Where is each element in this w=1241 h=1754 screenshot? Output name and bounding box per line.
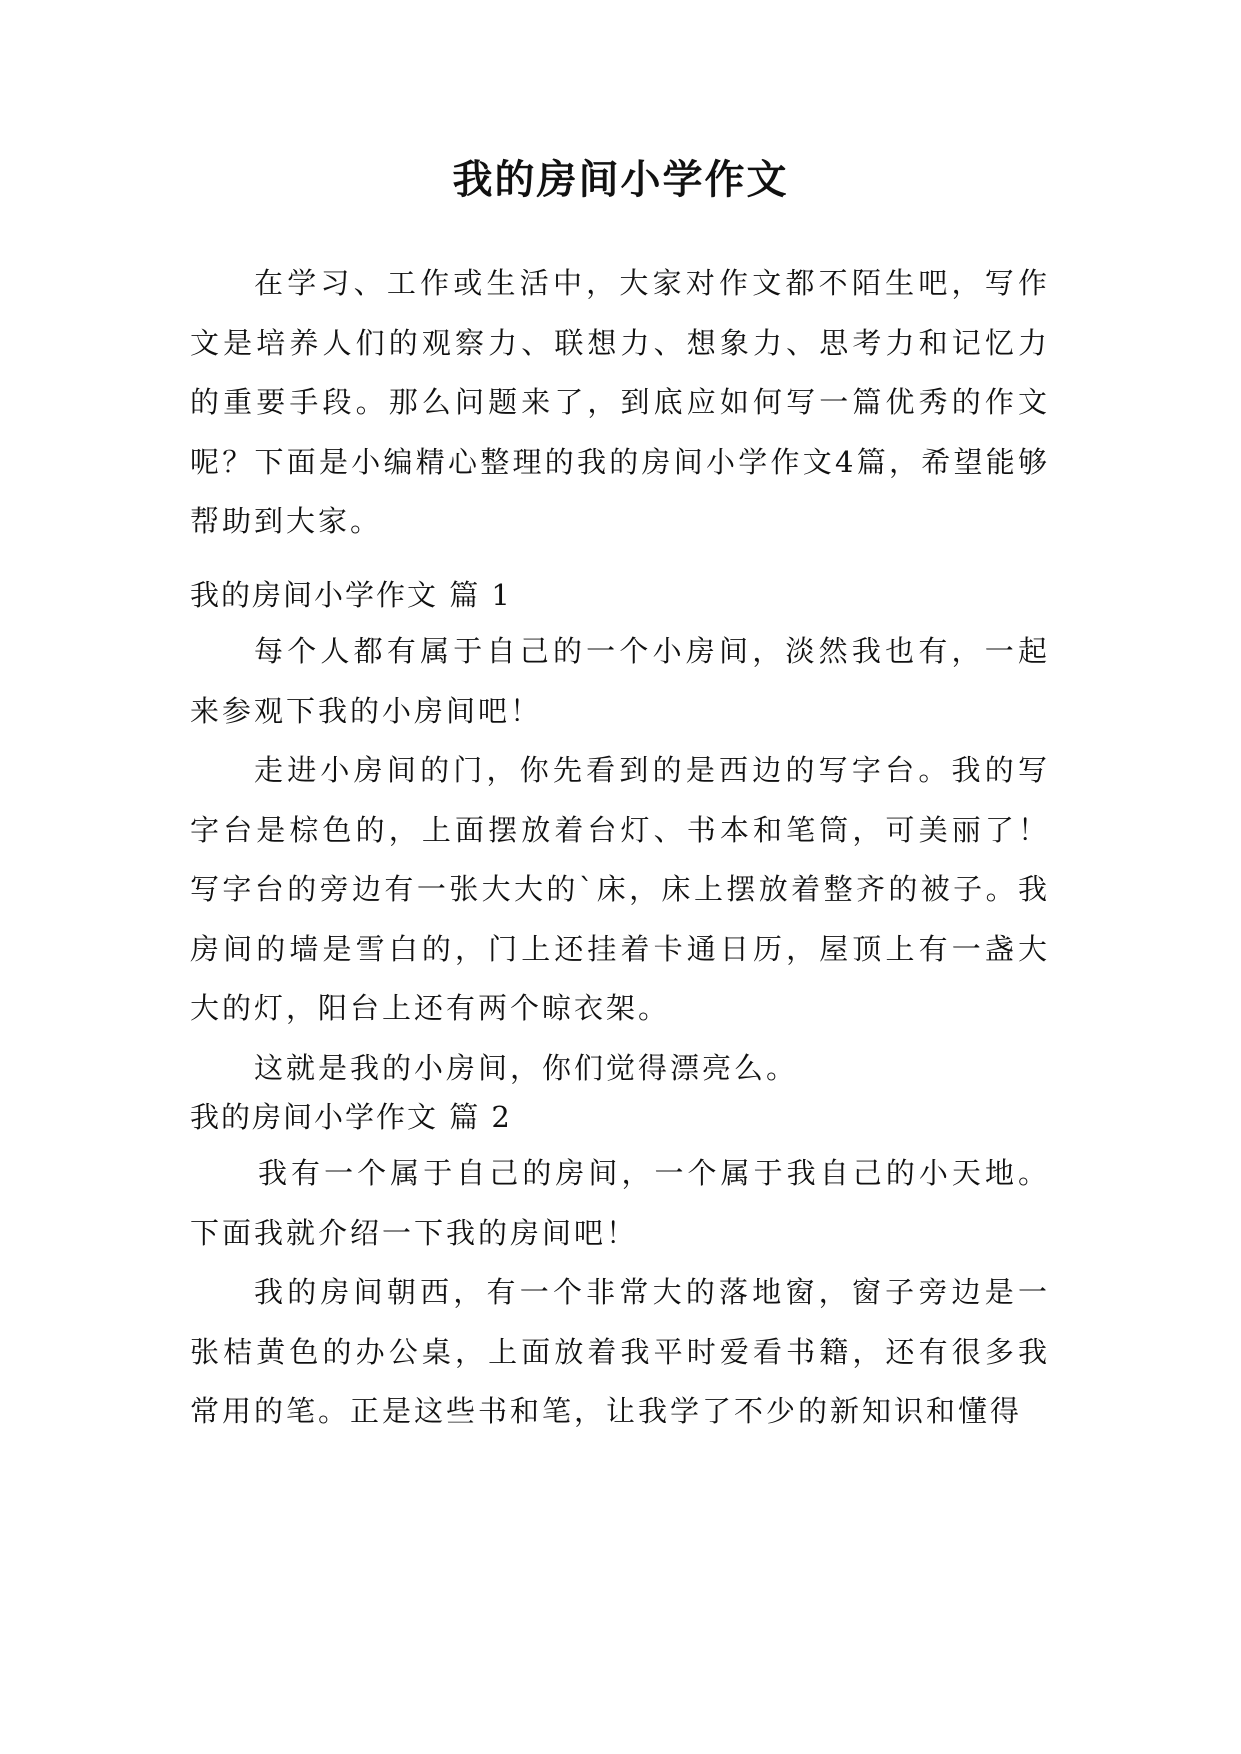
section-1-paragraph-2: 走进小房间的门，你先看到的是西边的写字台。我的写字台是棕色的，上面摆放着台灯、书本和笔筒，可美丽了！写字台的旁边有一张大大的`床，床上摆放着整齐的被子。我房间的墙是雪白的，门上还挂着卡通日历，屋顶上有一盏大大的灯，阳台上还有两个晾衣架。 — [190, 753, 1050, 1025]
section-2-paragraph-2: 我的房间朝西，有一个非常大的落地窗，窗子旁边是一张桔黄色的办公桌，上面放着我平时爱看书籍，还有很多我常用的笔。正是这些书和笔，让我学了不少的新知识和懂得 — [190, 1275, 1050, 1428]
section-heading-1: 我的房间小学作文 篇 1 — [190, 578, 512, 612]
section-heading-2: 我的房间小学作文 篇 2 — [190, 1100, 512, 1134]
intro-paragraph: 在学习、工作或生活中，大家对作文都不陌生吧，写作文是培养人们的观察力、联想力、想象力、思考力和记忆力的重要手段。那么问题来了，到底应如何写一篇优秀的作文呢？下面是小编精心整理的我的房间小学作文4篇，希望能够帮助到大家。 — [190, 266, 1050, 538]
section-1-paragraph-1: 每个人都有属于自己的一个小房间，淡然我也有，一起来参观下我的小房间吧！ — [190, 634, 1050, 728]
section-1-paragraph-3: 这就是我的小房间，你们觉得漂亮么。 — [254, 1050, 799, 1085]
section-2-paragraph-1: 我有一个属于自己的房间，一个属于我自己的小天地。下面我就介绍一下我的房间吧！ — [190, 1156, 1050, 1250]
intro-block — [190, 254, 1050, 552]
section-2-body — [190, 1144, 1050, 1442]
section-1-body — [190, 622, 1050, 1098]
document-title: 我的房间小学作文 — [452, 156, 789, 203]
